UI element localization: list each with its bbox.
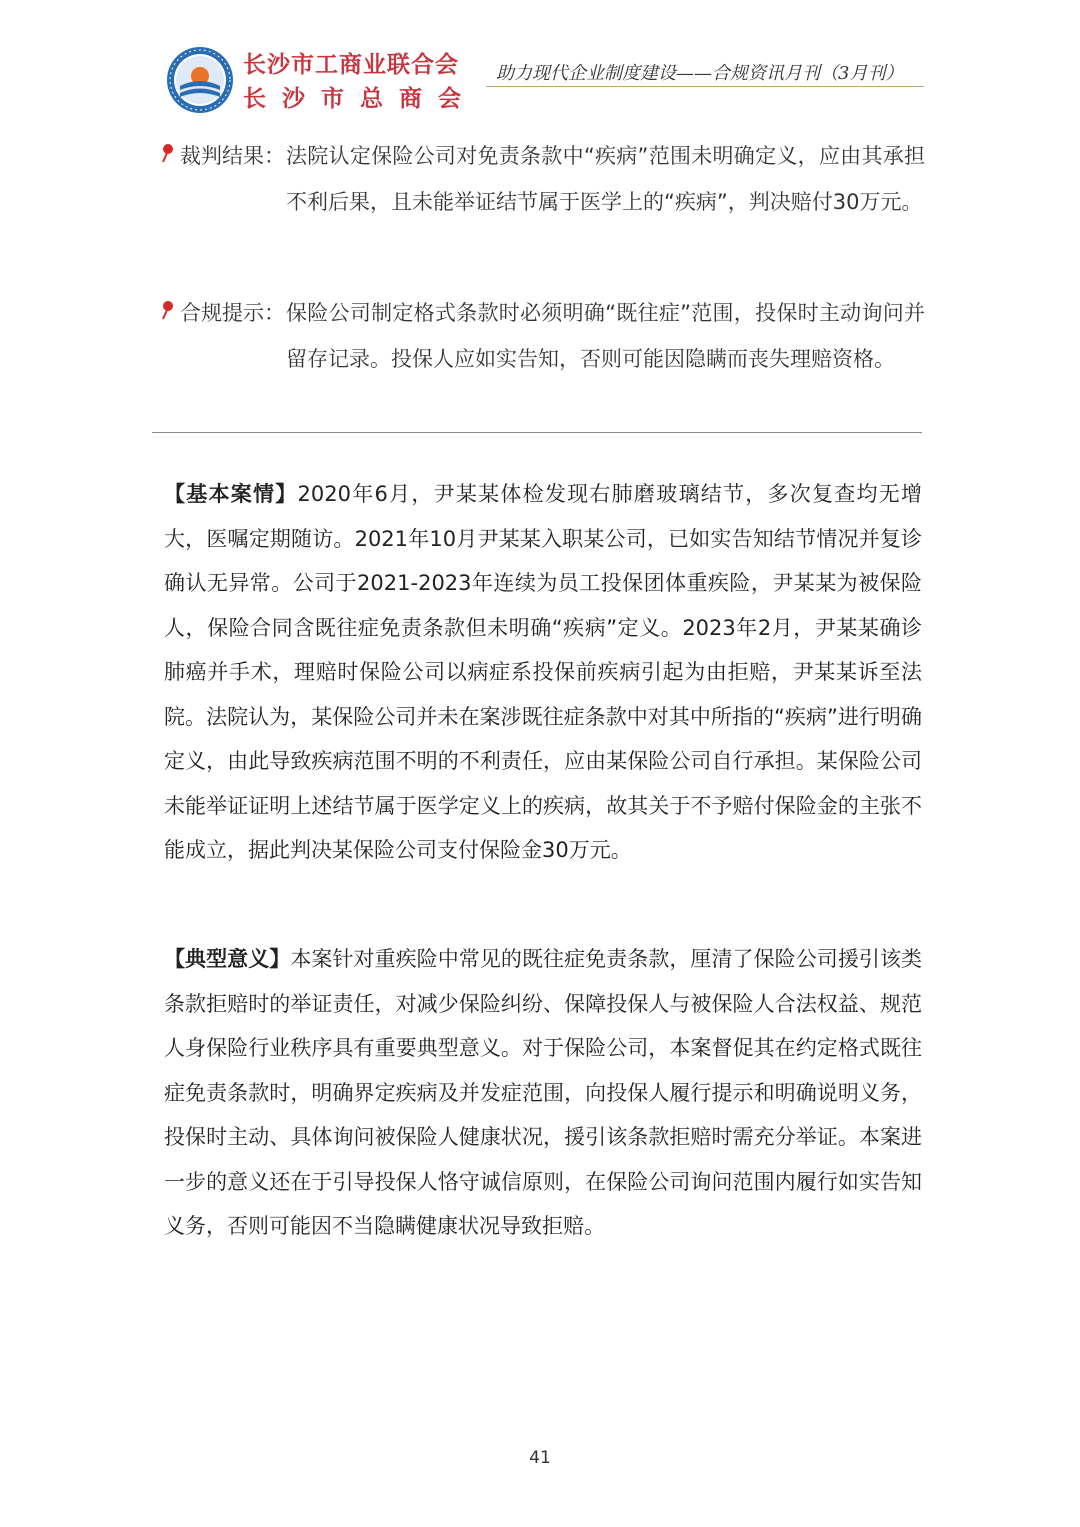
case-facts-paragraph xyxy=(164,472,922,873)
section-tag: 【基本案情】 xyxy=(164,482,298,506)
callout-label: 合规提示： xyxy=(180,301,285,325)
callout-text: 法院认定保险公司对免责条款中“疾病”范围未明确定义，应由其承担不利后果，且未能举证结节属于医学上的“疾病”，判决赔付30万元。 xyxy=(286,144,925,214)
org-name-primary: 长沙市工商业联合会 xyxy=(243,52,459,78)
callout-text: 保险公司制定格式条款时必须明确“既往症”范围，投保时主动询问并留存记录。投保人应如实告知，否则可能因隐瞒而丧失理赔资格。 xyxy=(286,301,925,371)
section-tag: 【典型意义】 xyxy=(164,947,291,971)
federation-emblem-icon xyxy=(166,46,234,114)
page-number: 41 xyxy=(529,1448,551,1468)
section-text: 2020年6月，尹某某体检发现右肺磨玻璃结节，多次复查均无增大，医嘱定期随访。2021年10月尹某某入职某公司，已如实告知结节情况并复诊确认无异常。公司于2021-2023年连续为员工投保团体重疾险，尹某某为被保险人，保险合同含既往症免责条款但未明确“疾病”定义。2023年2月，尹某某确诊肺癌并手术，理赔时保险公司以病症系投保前疾病引起为由拒赔，尹某某诉至法院。法院认为，某保险公司并未在案涉既往症条款中对其中所指的“疾病”进行明确定义，由此导致疾病范围不明的不利责任，应由某保险公司自行承担。某保险公司未能举证证明上述结节属于医学定义上的疾病，故其关于不予赔付保险金的主张不能成立，据此判决某保险公司支付保险金30万元。 xyxy=(164,482,923,862)
publication-title: 助力现代企业制度建设——合规资讯月刊（3月刊） xyxy=(496,63,904,84)
pushpin-icon xyxy=(160,143,174,163)
section-text: 本案针对重疾险中常见的既往症免责条款，厘清了保险公司援引该类条款拒赔时的举证责任，对减少保险纠纷、保障投保人与被保险人合法权益、规范人身保险行业秩序具有重要典型意义。对于保险公司，本案督促其在约定格式既往症免责条款时，明确界定疾病及并发症范围，向投保人履行提示和明确说明义务，投保时主动、具体询问被保险人健康状况，援引该条款拒赔时需充分举证。本案进一步的意义还在于引导投保人恪守诚信原则，在保险公司询问范围内履行如实告知义务，否则可能因不当隐瞒健康状况导致拒赔。 xyxy=(164,947,922,1238)
significance-paragraph xyxy=(164,937,922,1249)
section-divider xyxy=(152,432,922,433)
org-name-secondary: 长沙市总商会 xyxy=(243,86,477,112)
callout-label: 裁判结果： xyxy=(180,144,285,168)
pushpin-icon xyxy=(160,300,174,320)
page-header xyxy=(0,0,1080,120)
callout-judgment xyxy=(160,133,925,225)
header-rule xyxy=(486,86,924,87)
callout-compliance-tip xyxy=(160,290,925,382)
